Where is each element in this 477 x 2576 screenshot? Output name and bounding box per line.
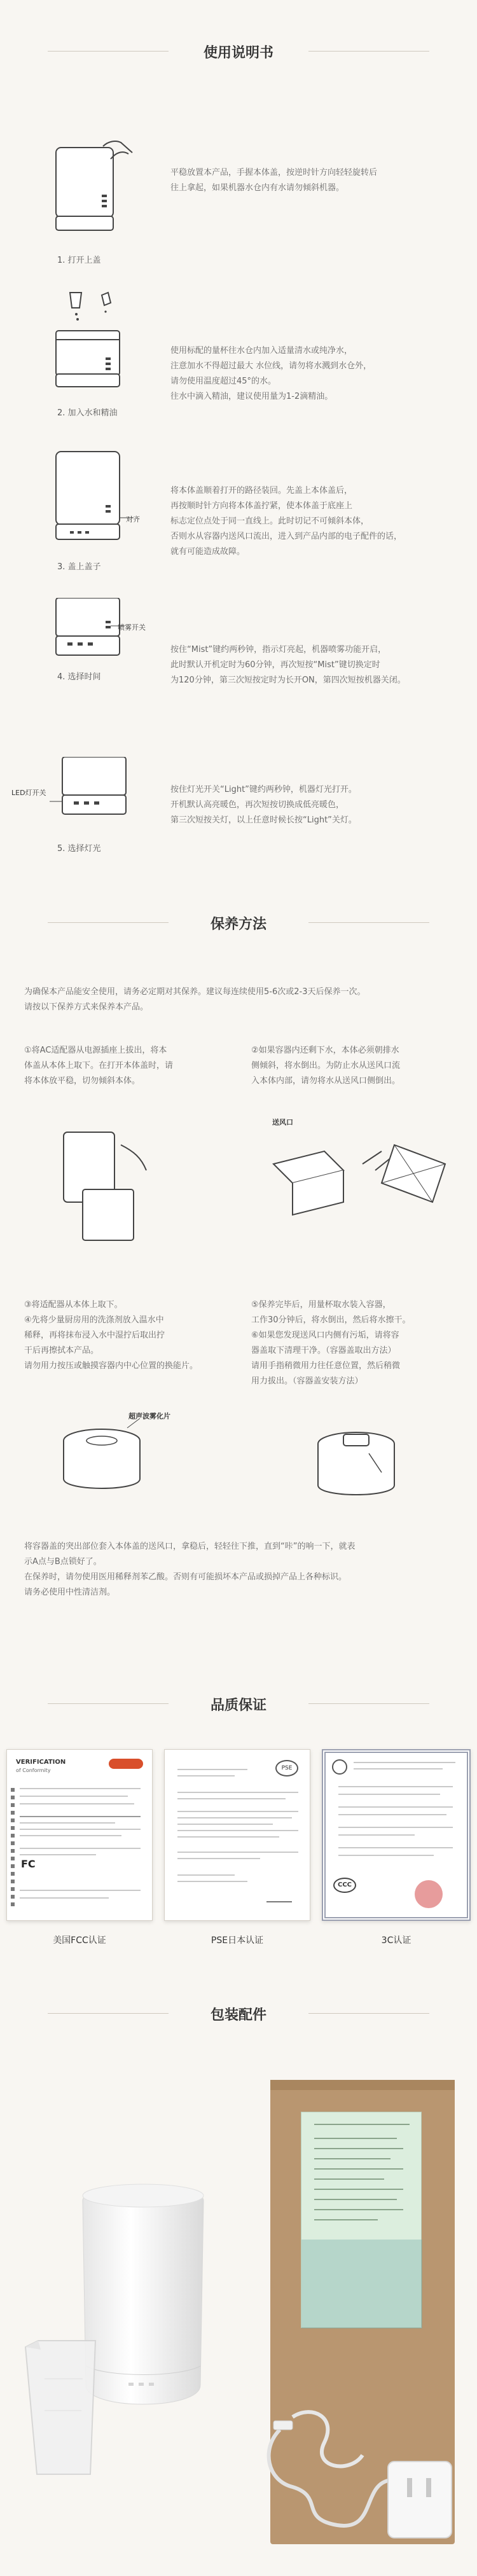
box-flap: [270, 2080, 455, 2090]
refill-container-illustration: [299, 1415, 426, 1511]
add-water-illustration: [45, 286, 140, 394]
open-lid-illustration: [45, 134, 140, 242]
usage-section-title: [0, 38, 477, 64]
intro-line: 为确保本产品能安全使用，请务必定期对其保养。建议每连续使用5-6次或2-3天后保养一次。: [24, 987, 366, 997]
item-line: 体盖从本体上取下。在打开本体盖时，请: [24, 1061, 174, 1070]
outlet-tag: 送风口: [272, 1118, 293, 1126]
measuring-cup: [13, 2328, 108, 2487]
item-line: 请勿用力按压或触摸容器内中心位置的换能片。: [24, 1361, 198, 1371]
item-line: 将本体放平稳，切勿倾斜本体。: [24, 1076, 141, 1086]
close-lid-illustration: [45, 439, 140, 553]
maintenance-item-2: [251, 1043, 461, 1089]
step-3-description: [170, 483, 450, 560]
item-line: 侧倾斜，将水倒出。为防止水从送风口流: [251, 1061, 401, 1070]
remove-lid-illustration: [38, 1119, 178, 1259]
step-5-description: [170, 782, 450, 828]
desc-line: 请勿使用温度超过45°的水。: [170, 377, 277, 386]
item-line: ③将适配器从本体上取下。: [24, 1300, 123, 1310]
maintenance-intro: [24, 985, 463, 1015]
ccc-certificate: [322, 1749, 471, 1921]
select-light-illustration: [45, 757, 140, 833]
desc-line: 再按顺时针方向将本体盖拧紧，使本体盖于底座上: [170, 501, 353, 511]
desc-line: 为120分钟，第三次短按定时为长开ON，第四次短按机器关闭。: [170, 675, 406, 685]
desc-line: 将本体盖顺着打开的路径装回。先盖上本体盖后，: [170, 486, 353, 495]
item-line: 入本体内部，请勿将水从送风口侧倒出。: [251, 1076, 401, 1086]
step-4-description: [170, 642, 450, 688]
outro-line: 将容器盖的突出部位套入本体盖的送风口，拿稳后，轻轻往下推，直到“咔”的响一下，就表: [24, 1542, 356, 1551]
item-line: 请用手指稍微用力往任意位置，然后稍微: [251, 1361, 401, 1371]
step-1-caption: 1. 打开上盖: [57, 256, 101, 265]
clean-container-illustration: [51, 1415, 178, 1511]
desc-line: 第三次短按关灯，以上任意时候长按“Light”关灯。: [170, 815, 357, 825]
desc-line: 往上拿起，如果机器水仓内有水请勿倾斜机器。: [170, 183, 345, 193]
accessories-title: 包装配件: [210, 2007, 266, 2023]
align-tag: 对齐: [126, 515, 140, 523]
maintenance-item-4: [251, 1298, 461, 1389]
ccc-mark: CCC: [333, 1878, 356, 1893]
transducer-tag: 超声波雾化片: [128, 1412, 170, 1420]
step-3-caption: 3. 盖上盖子: [57, 562, 101, 572]
maintenance-item-1: [24, 1043, 228, 1089]
maintenance-item-3: [24, 1298, 253, 1374]
ccc-seal: [415, 1880, 443, 1908]
manual-pattern: [301, 2240, 422, 2329]
desc-line: 按住“Mist”键约两秒钟，指示灯亮起，机器喷雾功能开启，: [170, 645, 387, 654]
maintenance-title: 保养方法: [210, 917, 266, 932]
item-line: ⑥如果您发现送风口内侧有污垢，请将容: [251, 1331, 399, 1340]
outro-line: 在保养时，请勿使用医用稀释剂苯乙酸。否则有可能损坏本产品或损掉产品上各种标识。: [24, 1572, 347, 1582]
led-switch-tag: LED灯开关: [11, 789, 46, 797]
item-line: 器盖取下清理干净。（容器盖取出方法）: [251, 1346, 396, 1355]
item-line: 用力拔出。（容器盖安装方法）: [251, 1376, 363, 1386]
desc-line: 往水中滴入精油，建议使用量为1-2滴精油。: [170, 392, 333, 401]
desc-line: 就有可能造成故障。: [170, 547, 245, 557]
desc-line: 按住灯光开关“Light”键约两秒钟，机器灯光打开。: [170, 785, 357, 794]
pour-water-illustration: [267, 1126, 458, 1240]
item-line: 干后再擦拭本产品。: [24, 1346, 99, 1355]
desc-line: 注意加水不得超过最大 水位线，请勿将水溅到水仓外，: [170, 361, 372, 371]
desc-line: 标志定位点处于同一直线上。此时切记不可倾斜本体，: [170, 516, 370, 526]
outro-line: 示A点与B点锁好了。: [24, 1557, 102, 1567]
pse-signature: [266, 1887, 292, 1902]
ccc-caption: 3C认证: [381, 1935, 411, 1946]
desc-line: 否则水从容器内送风口流出，进入到产品内部的电子配件的话，: [170, 532, 403, 541]
item-line: ①将AC适配器从电源插座上拔出，将本: [24, 1046, 167, 1055]
maintenance-section-title: [0, 910, 477, 935]
fcc-doc-subtitle: of Conformity: [16, 1768, 51, 1773]
step-2-description: [170, 343, 450, 405]
quality-title: 品质保证: [210, 1698, 266, 1714]
accessories-section-title: [0, 2000, 477, 2026]
item-line: 稀释，再将抹布浸入水中湿拧后取出拧: [24, 1331, 165, 1340]
desc-line: 此时默认开机定时为60分钟，再次短按“Mist”键切换定时: [170, 660, 380, 670]
item-line: ⑤保养完毕后，用量杯取水装入容器，: [251, 1300, 391, 1310]
step-1-description: [170, 165, 450, 196]
ccc-emblem: [332, 1759, 347, 1775]
usage-title: 使用说明书: [203, 45, 273, 61]
intro-line: 请按以下保养方式来保养本产品。: [24, 1002, 149, 1012]
item-line: 工作30分钟后，将水倒出，然后将水擦干。: [251, 1315, 411, 1325]
pse-certificate: [164, 1749, 310, 1921]
fcc-mark: FC: [21, 1858, 36, 1870]
select-timer-illustration: [45, 598, 140, 674]
item-line: ④先将少量厨房用的洗涤剂放入温水中: [24, 1315, 164, 1325]
desc-line: 使用标配的量杯往水仓内加入适量清水或纯净水，: [170, 346, 353, 356]
fcc-certificate: [6, 1749, 153, 1921]
desc-line: 平稳放置本产品，手握本体盖，按逆时针方向轻轻旋转后: [170, 168, 378, 177]
fcc-border-pattern: [11, 1788, 15, 1909]
user-manual: [301, 2112, 422, 2328]
fcc-lab-logo: [109, 1759, 143, 1769]
mist-switch-tag: 喷雾开关: [118, 623, 146, 632]
quality-section-title: [0, 1691, 477, 1716]
pse-caption: PSE日本认证: [211, 1935, 264, 1946]
step-2-caption: 2. 加入水和精油: [57, 408, 118, 418]
desc-line: 开机默认高亮暖色，再次短按切换成低亮暖色，: [170, 800, 345, 810]
step-5-caption: 5. 选择灯光: [57, 844, 101, 854]
step-4-caption: 4. 选择时间: [57, 672, 101, 682]
fcc-doc-title: VERIFICATION: [16, 1759, 66, 1766]
outro-line: 请务必使用中性清洁剂。: [24, 1588, 116, 1597]
power-adapter: [254, 2392, 464, 2551]
pse-mark: PSE: [275, 1760, 298, 1776]
fcc-caption: 美国FCC认证: [53, 1935, 106, 1946]
item-line: ②如果容器内还剩下水，本体必须朝排水: [251, 1046, 399, 1055]
maintenance-outro: [24, 1539, 463, 1600]
